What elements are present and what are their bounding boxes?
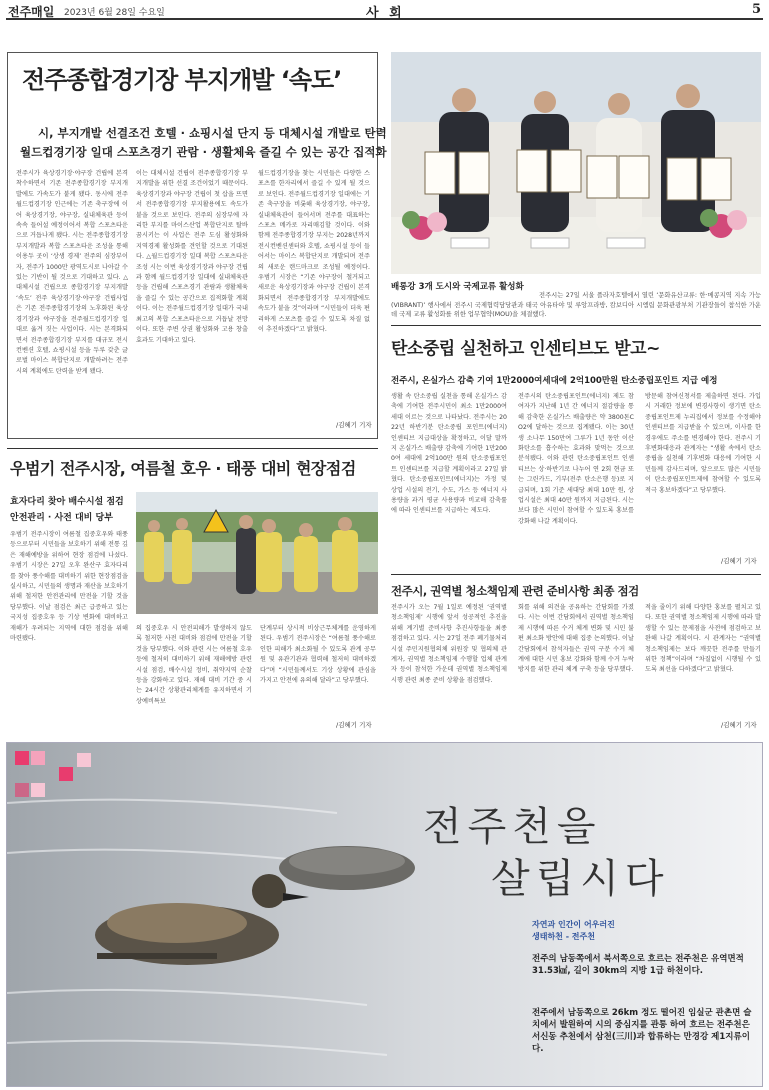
article2-col2: 전주시의 탄소중립포인트(에너지) 제도 참여자가 지난해 1년 간 에너지 절감량을 통해 감축한 온실가스 배출량은 약 3800톤CO2에 달하는 것으로 집계됐다. 이는 30년생 소나무 150만여 그루가 1년 동안 이산화탄소를 흡수하는 효과와 맞먹는 것으로 분석됐다. 이와 관련 탄소중립포인트 인센티브는 상·하반기로 나누어 연 2회 현금 또는 그린카드, 기부(전주 탄소은행 등)로 지급되며, 1회 기준 세대당 최대 10만 원, 상업시설은 최대 40만 원까지 지급된다. 시는 보다 많은 시민이 참여할 수 있도록 홍보를 강화해 나갈 계획이다. [518, 393, 634, 525]
article1-col3: 월드컵경기장을 찾는 시민들은 다양한 스포츠를 한자리에서 즐길 수 있게 될 것으로 보인다. 전주월드컵경기장 일대에는 기존 축구장을 비롯해 육상경기장, 야구장, 실내체육관이 들어서며 전주를 대표하는 스포츠 메카로 자리매김할 것이다. 이와 함께 전주종합경기장 부지는 2028년까지 전시컨벤션센터와 호텔, 쇼핑시설 등이 들어서는 마이스 복합단지로 개발되며 전주의 새로운 랜드마크로 조성될 예정이다. 우범기 시장은 “기존 야구장이 철거되고 새로운 육상경기장과 야구장 건립이 본격화되면서 전주종합경기장 부지개발에도 속도가 붙을 것”이라며 “시민들이 더욱 편리하게 스포츠를 즐길 수 있도록 차질 없이 추진하겠다”고 밝혔다. [258, 170, 370, 334]
article2-byline: /김혜기 기자 [721, 557, 757, 565]
page-number: 5 [751, 2, 761, 17]
article1-subtitle-2: 월드컵경기장 일대 스포츠경기 관람 · 생활체육 즐길 수 있는 공간 집적화 [20, 145, 387, 159]
banner-title-line1: 전주천을 [423, 804, 602, 850]
banner-title-line2: 살립시다 [491, 856, 670, 902]
banner-desc1: 전주의 남동쪽에서 북서쪽으로 흐르는 전주천은 유역면적 31.53㎢, 길이 30km의 지방 1급 하천이다. [532, 954, 744, 976]
article2-title: 탄소중립 실천하고 인센티브도 받고~ [391, 339, 660, 359]
article1-col1: 전주시가 육상경기장·야구장 건립에 본격 착수하면서 기존 전주종합경기장 부지개발에도 가속도가 붙게 됐다. 동시에 전주월드컵경기장 인근에는 기존 축구장에 이어 육상경기장, 야구장, 실내체육관 등이 속속 들어설 예정이어서 복합 스포츠타운으로 거듭나게 됐다. 시는 전주종합경기장 부지개발과 복합 스포츠타운 조성을 통해 이용두 곳이 ‘상생 경제’ 전주의 심장부이자, 전주가 1000만 광역도시로 나아갈 수 있는 기반이 될 것으로 기대하고 있다. △대체시설 건립으로 종합경기장 부지개발 ‘속도’ 전주 육상경기장·야구장 건립사업은 기존 전주종합경기장의 노후화된 육상경기장과 야구장을 전주월드컵경기장 일대로 옮겨 짓는 사업이다. 시는 본격화되면서 전주종합경기장 부지를 대규모 전시컨벤션 호텔, 쇼핑시설 등을 두루 갖춘 글로벌 마이스 복합단지로 개발하려는 전주시의 계획에도 탄력을 받게 됐다. [16, 170, 128, 375]
article2-subtitle: 전주시, 온실가스 감축 기여 1만2000여세대에 2억100만원 탄소중립포인트 지급 예정 [391, 376, 718, 386]
article3-col3: 단계부터 상시적 비상근무체계를 운영하게 된다. 우범기 전주시장은 “여름철 풍수해로 인한 피해가 최소화될 수 있도록 관계 공무원 및 유관기관과 협력해 철저히 대비하겠다”며 “시민들께서도 기상 상황에 관심을 가지고 안전에 유의해 달라”고 당부했다. [260, 625, 376, 685]
article1-col2: 이는 대체시설 건립이 전주종합경기장 부지개발을 위한 선결 조건이었기 때문이다. 육상경기장과 야구장 건립이 첫 삽을 뜨면서 전주종합경기장 부지활용에도 속도가 붙을 것으로 보인다. 전주의 심장부에 자리한 부지를 마이스산업 복합단지로 탈바꿈시키는 이 사업은 전주 도심 활성화와 지역경제 활성화를 견인할 것으로 기대된다. △월드컵경기장 일대 복합 스포츠타운 조성 시는 이번 육상경기장과 야구장 건립과 함께 월드컵경기장 일대에 실내체육관 등을 건립해 스포츠경기 관람과 생활체육을 즐길 수 있는 공간으로 집적화할 계획이다. 이는 전주월드컵경기장 일대가 국내 최고의 복합 스포츠타운으로 거듭날 전망이다. 또한 주변 상권 활성화와 고용 창출 효과도 기대하고 있다. [136, 170, 248, 344]
article4-title: 전주시, 권역별 청소책임제 관련 준비사항 최종 점검 [391, 584, 639, 598]
banner-tag1: 자연과 인간이 어우러진 [532, 920, 615, 929]
mou-ceremony-photo [391, 52, 761, 274]
section-title: 사 회 [366, 6, 405, 21]
jeonjucheon-banner [6, 742, 763, 1087]
article3-subtitle-2: 안전관리 · 사전 대비 당부 [10, 513, 113, 523]
article3-title: 우범기 전주시장, 여름철 호우 · 태풍 대비 현장점검 [10, 459, 356, 478]
article2-col3: 방문해 참여신청서를 제출하면 된다. 가입시 거래한 정보에 변경사항이 생기면 탄소중립포인트제 누리집에서 정보를 수정해야 인센티브를 지급받을 수 있으며, 이사를 한 경우에도 주소를 변경해야 한다. 전주시 기후변화대응과 관계자는 “생활 속에서 탄소중립을 실천해 기후변화 대응에 기여한 시민들께 감사드리며, 앞으로도 많은 시민들이 탄소중립포인트제에 참여할 수 있도록 적극 홍보하겠다”고 당부했다. [645, 393, 761, 494]
article3-byline: /김혜기 기자 [336, 721, 372, 729]
issue-date: 2023년 6월 28일 수요일 [64, 8, 165, 18]
newspaper-name: 전주매일 [8, 5, 55, 19]
photo1-caption: 전주시는 27일 서울 플라자호텔에서 열린 ‘문화유산교류: 한·메콩지역 지속 가능(VIBRANT)’ 행사에서 전주시 국제협력담당관과 태국 아유타야 및 루앙프라방, 캄보디아 시엠립 문화관광부처 기관장들이 참석한 가운데 국제 교류 활성화를 위한 업무협약(MOU)을 체결했다. [391, 292, 761, 318]
article1-subtitle-1: 시, 부지개발 선결조건 호텔 · 쇼핑시설 단지 등 대체시설 개발로 탄력 [38, 126, 387, 140]
article4-col1: 전주시가 오는 7월 1일로 예정된 ‘권역별 청소책임제’ 시행에 앞서 성공적인 추진을 위해 계기별 준비사항 추진사항들을 최종 점검하고 있다. 시는 27일 전주 폐기물처리시설 주민지원협의체 위원장 및 협의체 관계자, 권역별 청소책임제 수행할 업체 관계자 등이 참석한 가운데 권역별 청소책임제 시행 관련 최종 준비 상황을 점검했다. [391, 604, 507, 684]
article3-col1: 우범기 전주시장이 여름철 집중호우와 태풍 등으로부터 시민들을 보호하기 위해 전통 깊은 재해예방을 위하여 현장 점검에 나섰다. 우범기 시장은 27일 오후 완산구 효자다리를 찾아 풍수해를 대비하기 위한 현장점검을 실시하고, 시민들의 생명과 재산을 보호하기 위해 철저한 안전관리에 만전을 기할 것을 당부했다. 이날 점검은 최근 급증하고 있는 국지성 집중호우 등 기상 변화에 대비하고 재해가 우려되는 지역에 대한 점검을 위해 마련됐다. [10, 531, 128, 643]
article4-col3: 적을 줄이기 위해 다양한 홍보를 펼치고 있다. 또한 권역별 청소책임제 시행에 따라 발생할 수 있는 문제점을 사전에 점검하고 보완해 나갈 계획이다. 시 관계자는 “권역별 청소책임제는 보다 깨끗한 전주를 만들기 위한 정책”이라며 “차질없이 시행될 수 있도록 최선을 다하겠다”고 밝혔다. [645, 604, 761, 674]
article3-col2: 의 집중호우 시 안전피해가 발생하지 않도록 철저한 사전 대비와 점검에 만전을 기할 것을 당부했다. 이와 관련 시는 여름철 호우 등에 철저히 대비하기 위해 재해예방 관련 시설 점검, 배수시설 정비, 취약지역 순찰 등을 강화하고 있다. 재해 대비 기간 중 시는 24시간 상황관리체계를 유지하면서 기상예비특보 [136, 625, 252, 705]
divider [7, 448, 378, 449]
article1-title: 전주종합경기장 부지개발 ‘속도’ [22, 66, 342, 94]
article1-byline: /김혜기 기자 [336, 421, 372, 429]
divider [391, 574, 761, 575]
inspection-photo [136, 492, 378, 614]
article4-col2: 회를 위해 의견을 공유하는 간담회를 가졌다. 시는 이번 간담회에서 권역별 청소책임제 시행에 따른 수거 체계 변화 및 시민 불편 최소화 방안에 대해 집중 논의했다. 이날 간담회에서 참석자들은 권역 구분 수거 체계에 대한 시민 홍보 강화와 함께 수거 누락 방지를 위한 관리 체계 구축 등을 당부했다. [518, 604, 634, 674]
article2-col1: 생활 속 탄소중립 실천을 통해 온실가스 감축에 기여한 전주시민이 최소 1만2000여 세대 이르는 것으로 나타났다. 전주시는 2022년 하반기분 탄소중립 포인트(에너지) 인센티브 지급대상을 확정하고, 이달 말까지 온실가스 배출량 감축에 기여한 1만2000여 세대에 2억100만 원의 탄소중립포인트 인센티브를 지급할 계획이라고 27일 밝혔다. 탄소중립포인트(에너지)는 가정 및 상업 시설의 전기, 수도, 가스 등 에너지 사용량을 과거 평균 사용량과 비교해 감축률에 따라 인센티브를 지급하는 제도다. [391, 393, 507, 515]
divider [391, 325, 761, 326]
banner-tag2: 생태하천 - 전주천 [532, 932, 595, 941]
photo1-caption-title: 배롱강 3개 도시와 국제교류 활성화 [391, 282, 524, 292]
article3-subtitle-1: 효자다리 찾아 배수시설 점검 [10, 497, 124, 507]
banner-desc2: 전주에서 남동쪽으로 26km 정도 떨어진 임실군 관촌면 슬치에서 발원하여 시의 중심지를 관통 하여 흐르는 전주천은 서신동 추천에서 삼천(三川)과 합류하는 만경강 제1지류이다. [532, 1008, 752, 1054]
masthead [6, 2, 763, 20]
article4-byline: /김혜기 기자 [721, 721, 757, 729]
